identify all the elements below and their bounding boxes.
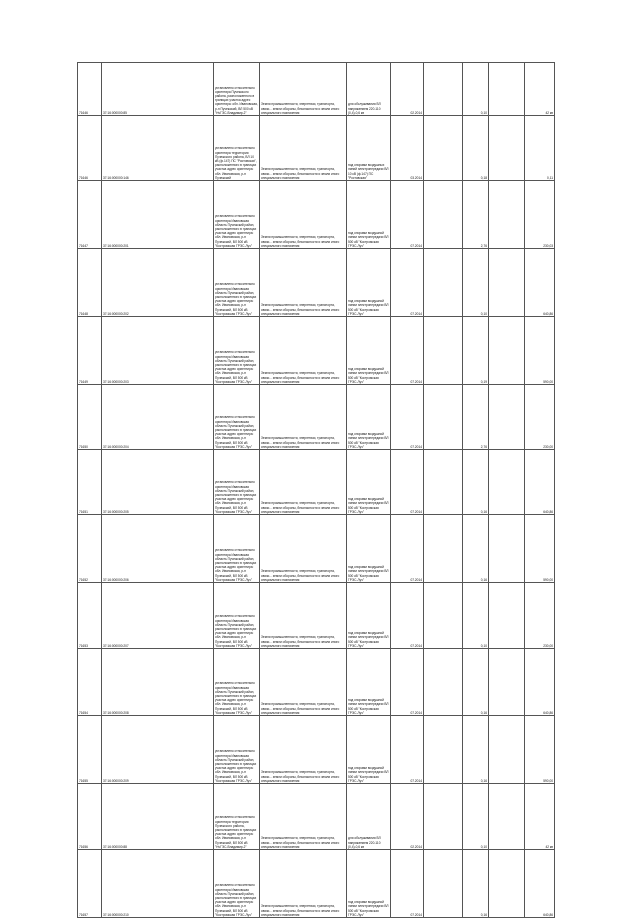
cadastral-number: 37:16:000000:205 <box>102 450 214 515</box>
cadastral-number: 37:16:000000:207 <box>102 583 214 649</box>
empty-cell <box>489 515 525 583</box>
location-description: установлено относительно ориентира Ивановская область Пучежский район, расположенного в границах участка адрес ориентира: обл. Ивановская, р-н Пучежский, ВЛ 500 кВ "Костромская ГРЭС-Луч" <box>214 515 260 583</box>
row-number: 71655 <box>78 716 102 784</box>
cadastral-number: 37:16:000000:88 <box>102 784 214 850</box>
area-value: 0,10 <box>463 249 489 317</box>
row-number: 71646 <box>78 116 102 181</box>
land-category: Земли промышленности, энергетики, транспорта, связи... земли обороны, безопасности и земли иного специального назначения <box>260 249 347 317</box>
table-row <box>78 385 555 450</box>
empty-cell <box>424 116 463 181</box>
area-value: 0,10 <box>463 63 489 116</box>
permitted-use: под опорами воздушной линии электропередачи ВЛ 500 кВ "Костромская ГРЭС-Луч" <box>347 850 391 918</box>
table-row <box>78 583 555 649</box>
permitted-use: под опорами воздушных линий электропередачи ВЛ 10 кВ (ф.147) ПС "Ростовская" <box>347 116 391 181</box>
empty-cell <box>489 116 525 181</box>
table-body <box>78 63 555 918</box>
table-row <box>78 649 555 716</box>
registration-date: 07.2014 <box>391 583 424 649</box>
empty-cell <box>489 63 525 116</box>
table-row <box>78 850 555 918</box>
empty-cell <box>489 450 525 515</box>
cadastral-value: 0,11 <box>525 116 555 181</box>
registration-date: 07.2014 <box>391 181 424 249</box>
row-number: 71650 <box>78 385 102 450</box>
empty-cell <box>424 515 463 583</box>
registration-date: 07.2014 <box>391 450 424 515</box>
area-value: 2,76 <box>463 181 489 249</box>
empty-cell <box>489 385 525 450</box>
empty-cell <box>424 850 463 918</box>
permitted-use: под опорами воздушной линии электропередачи ВЛ 500 кВ "Костромская ГРЭС-Луч" <box>347 181 391 249</box>
permitted-use: для обслуживания ВЛ напряжением 220-110 (0,4)-0,6 кв <box>347 63 391 116</box>
table-row <box>78 784 555 850</box>
empty-cell <box>489 181 525 249</box>
area-value: 0,19 <box>463 317 489 385</box>
row-number: 71649 <box>78 317 102 385</box>
row-number: 71647 <box>78 181 102 249</box>
location-description: установлено относительно ориентира Ивановская область Пучежский район, расположенного в границах участка адрес ориентира: обл. Ивановская, р-н Пучежский, ВЛ 500 кВ "Костромская ГРЭС-Луч" <box>214 649 260 716</box>
land-category: Земли промышленности, энергетики, транспорта, связи... земли обороны, безопасности и земли иного специального назначения <box>260 450 347 515</box>
row-number: 71653 <box>78 583 102 649</box>
area-value: 0,16 <box>463 649 489 716</box>
cadastral-value: 590,00 <box>525 317 555 385</box>
location-description: установлено относительно ориентира Ивановская область Пучежский район, расположенного в границах участка адрес ориентира: обл. Ивановская, р-н Пучежский, ВЛ 500 кВ "Костромская ГРЭС-Луч" <box>214 850 260 918</box>
location-description: установлено относительно ориентира Ивановская область Пучежский район, расположенного в границах участка адрес ориентира: обл. Ивановская, р-н Пучежский, ВЛ 500 кВ "Костромская ГРЭС-Луч" <box>214 450 260 515</box>
row-number: 71652 <box>78 515 102 583</box>
empty-cell <box>489 716 525 784</box>
empty-cell <box>489 649 525 716</box>
permitted-use: под опорами воздушной линии электропередачи ВЛ 500 кВ "Костромская ГРЭС-Луч" <box>347 649 391 716</box>
table-row <box>78 181 555 249</box>
cadastral-value: 590,00 <box>525 716 555 784</box>
empty-cell <box>489 317 525 385</box>
land-category: Земли промышленности, энергетики, транспорта, связи... земли обороны, безопасности и земли иного специального назначения <box>260 784 347 850</box>
table-row <box>78 249 555 317</box>
cadastral-number: 37:16:000000:85 <box>102 63 214 116</box>
cadastral-number: 37:16:000000:208 <box>102 649 214 716</box>
permitted-use: под опорами воздушной линии электропередачи ВЛ 500 кВ "Костромская ГРЭС-Луч" <box>347 716 391 784</box>
area-value: 0,10 <box>463 583 489 649</box>
cadastral-value: 640,86 <box>525 450 555 515</box>
registration-date: 07.2014 <box>391 850 424 918</box>
land-category: Земли промышленности, энергетики, транспорта, связи... земли обороны, безопасности и земли иного специального назначения <box>260 63 347 116</box>
empty-cell <box>424 649 463 716</box>
cadastral-number: 37:16:000000:201 <box>102 181 214 249</box>
location-description: установлено относительно ориентира Ивановская область Пучежский район, расположенного в границах участка адрес ориентира: обл. Ивановская, р-н Пучежский, ВЛ 500 кВ "Костромская ГРЭС-Луч" <box>214 583 260 649</box>
land-category: Земли промышленности, энергетики, транспорта, связи... земли обороны, безопасности и земли иного специального назначения <box>260 317 347 385</box>
empty-cell <box>489 583 525 649</box>
empty-cell <box>424 716 463 784</box>
land-category: Земли промышленности, энергетики, транспорта, связи... земли обороны, безопасности и земли иного специального назначения <box>260 583 347 649</box>
empty-cell <box>424 63 463 116</box>
land-registry-table <box>77 62 555 918</box>
cadastral-number: 37:16:000000:146 <box>102 116 214 181</box>
empty-cell <box>424 249 463 317</box>
area-value: 2,76 <box>463 385 489 450</box>
row-number: 71657 <box>78 850 102 918</box>
empty-cell <box>489 850 525 918</box>
location-description: установлено относительно ориентира Ивановская область Пучежский район, расположенного в границах участка адрес ориентира: обл. Ивановская, р-н Пучежский, ВЛ 500 кВ "Костромская ГРЭС-Луч" <box>214 716 260 784</box>
registration-date: 03.2014 <box>391 116 424 181</box>
permitted-use: под опорами воздушной линии электропередачи ВЛ 500 кВ "Костромская ГРЭС-Луч" <box>347 515 391 583</box>
table-row <box>78 116 555 181</box>
cadastral-number: 37:16:000000:203 <box>102 317 214 385</box>
land-category: Земли промышленности, энергетики, транспорта, связи... земли обороны, безопасности и земли иного специального назначения <box>260 515 347 583</box>
land-category: Земли промышленности, энергетики, транспорта, связи... земли обороны, безопасности и земли иного специального назначения <box>260 116 347 181</box>
location-description: установлено относительно ориентира Ивановская область Пучежский район, расположенного в границах участка адрес ориентира: обл. Ивановская, р-н Пучежский, ВЛ 500 кВ "Костромская ГРЭС-Луч" <box>214 181 260 249</box>
registration-date: 02.2014 <box>391 784 424 850</box>
registration-date: 07.2014 <box>391 317 424 385</box>
row-number: 71646 <box>78 63 102 116</box>
cadastral-value: 230,03 <box>525 181 555 249</box>
area-value: 0,16 <box>463 450 489 515</box>
table-row <box>78 450 555 515</box>
permitted-use: под опорами воздушной линии электропередачи ВЛ 500 кВ "Костромская ГРЭС-Луч" <box>347 317 391 385</box>
cadastral-value: 640,86 <box>525 249 555 317</box>
empty-cell <box>424 583 463 649</box>
cadastral-number: 37:16:000000:209 <box>102 716 214 784</box>
area-value: 0,16 <box>463 515 489 583</box>
row-number: 71654 <box>78 649 102 716</box>
row-number: 71648 <box>78 249 102 317</box>
registry-sheet <box>77 62 554 918</box>
table-row <box>78 63 555 116</box>
row-number: 71656 <box>78 784 102 850</box>
registration-date: 07.2014 <box>391 385 424 450</box>
location-description: установлено относительно ориентира территория Пучежского района, расположенного в границах участка адрес ориентира: обл. Ивановская, р-н Пучежский, ВЛ 500 кВ "НчГЭС-Владимир-2" <box>214 784 260 850</box>
location-description: установлено относительно ориентира Ивановская область Пучежский район, расположенного в границах участка адрес ориентира: обл. Ивановская, р-н Пучежский, ВЛ 500 кВ "Костромская ГРЭС-Луч" <box>214 317 260 385</box>
permitted-use: под опорами воздушной линии электропередачи ВЛ 500 кВ "Костромская ГРЭС-Луч" <box>347 249 391 317</box>
row-number: 71651 <box>78 450 102 515</box>
cadastral-value: 590,00 <box>525 515 555 583</box>
area-value: 0,16 <box>463 716 489 784</box>
empty-cell <box>424 317 463 385</box>
table-row <box>78 515 555 583</box>
empty-cell <box>489 249 525 317</box>
table-row <box>78 317 555 385</box>
cadastral-number: 37:16:000000:204 <box>102 385 214 450</box>
empty-cell <box>424 450 463 515</box>
permitted-use: под опорами воздушной линии электропередачи ВЛ 500 кВ "Костромская ГРЭС-Луч" <box>347 583 391 649</box>
land-category: Земли промышленности, энергетики, транспорта, связи... земли обороны, безопасности и земли иного специального назначения <box>260 181 347 249</box>
location-description: установлено относительно ориентира Пучежского района, расположенного в границах участка адрес ориентира: обл. Ивановская, р-н Пучежский, ВЛ 500 кВ "НчГЭС-Владимир-2" <box>214 63 260 116</box>
registration-date: 07.2014 <box>391 249 424 317</box>
area-value: 0,10 <box>463 784 489 850</box>
land-category: Земли промышленности, энергетики, транспорта, связи... земли обороны, безопасности и земли иного специального назначения <box>260 716 347 784</box>
cadastral-number: 37:16:000000:210 <box>102 850 214 918</box>
location-description: установлено относительно ориентира территория Пучежского района, ВЛ 10 кВ (ф.147) ПС "Ростовская", расположенного в границах участка адрес ориентира: обл. Ивановская, р-н Пучежский <box>214 116 260 181</box>
registration-date: 07.2014 <box>391 515 424 583</box>
empty-cell <box>489 784 525 850</box>
land-category: Земли промышленности, энергетики, транспорта, связи... земли обороны, безопасности и земли иного специального назначения <box>260 385 347 450</box>
table-row <box>78 716 555 784</box>
registration-date: 02.2014 <box>391 63 424 116</box>
cadastral-value: 230,00 <box>525 583 555 649</box>
cadastral-value: 640,86 <box>525 649 555 716</box>
cadastral-value: 230,00 <box>525 385 555 450</box>
cadastral-value: 42 кв <box>525 784 555 850</box>
land-category: Земли промышленности, энергетики, транспорта, связи... земли обороны, безопасности и земли иного специального назначения <box>260 850 347 918</box>
registration-date: 07.2014 <box>391 649 424 716</box>
area-value: 0,18 <box>463 116 489 181</box>
empty-cell <box>424 385 463 450</box>
cadastral-value: 42 кв <box>525 63 555 116</box>
cadastral-number: 37:16:000000:206 <box>102 515 214 583</box>
empty-cell <box>424 784 463 850</box>
location-description: установлено относительно ориентира Ивановская область Пучежский район, расположенного в границах участка адрес ориентира: обл. Ивановская, р-н Пучежский, ВЛ 500 кВ "Костромская ГРЭС-Луч" <box>214 385 260 450</box>
location-description: установлено относительно ориентира Ивановская область Пучежский район, расположенного в границах участка адрес ориентира: обл. Ивановская, р-н Пучежский, ВЛ 500 кВ "Костромская ГРЭС-Луч" <box>214 249 260 317</box>
permitted-use: под опорами воздушной линии электропередачи ВЛ 500 кВ "Костромская ГРЭС-Луч" <box>347 385 391 450</box>
land-category: Земли промышленности, энергетики, транспорта, связи... земли обороны, безопасности и земли иного специального назначения <box>260 649 347 716</box>
permitted-use: под опорами воздушной линии электропередачи ВЛ 500 кВ "Костромская ГРЭС-Луч" <box>347 450 391 515</box>
cadastral-value: 640,86 <box>525 850 555 918</box>
empty-cell <box>424 181 463 249</box>
area-value: 0,16 <box>463 850 489 918</box>
permitted-use: для обслуживания ВЛ напряжением 220-110 (0,4)-0,6 кв <box>347 784 391 850</box>
cadastral-number: 37:16:000000:202 <box>102 249 214 317</box>
registration-date: 07.2014 <box>391 716 424 784</box>
